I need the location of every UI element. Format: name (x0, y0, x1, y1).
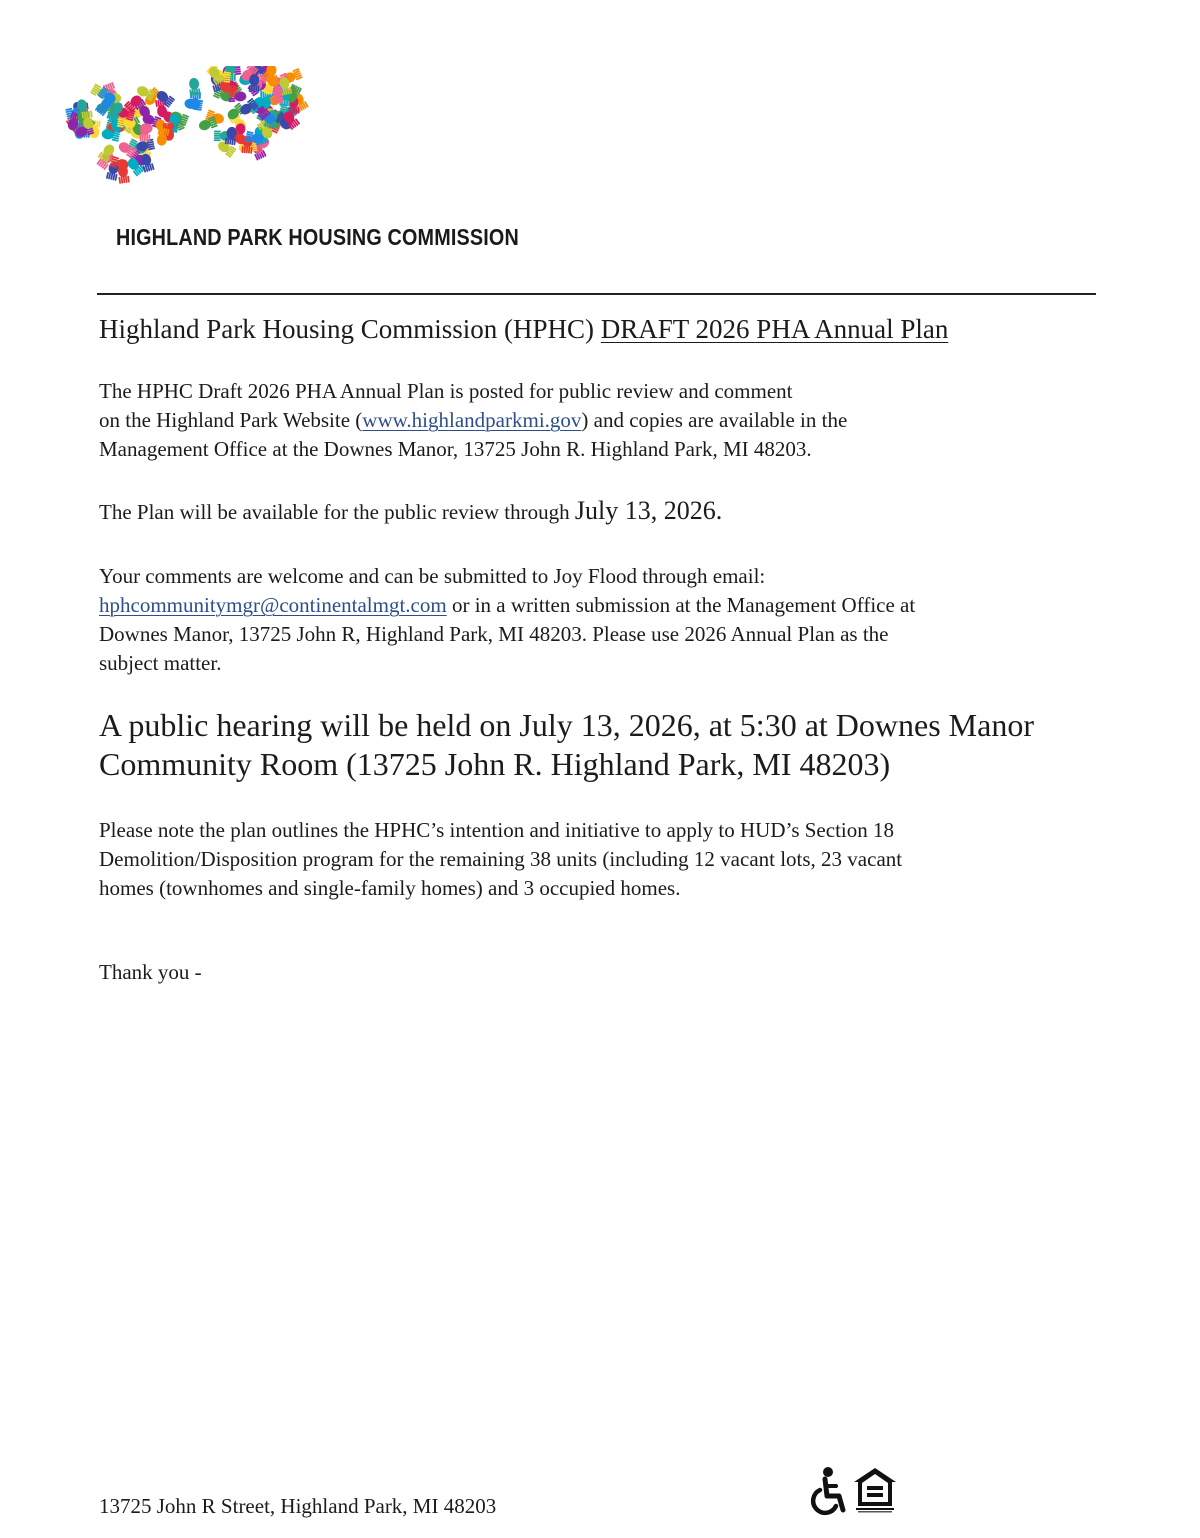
org-name-heading: HIGHLAND PARK HOUSING COMMISSION (116, 224, 519, 250)
equal-housing-opportunity-icon (852, 1466, 898, 1514)
demolition-line-2: Demolition/Disposition program for the remaining 38 units (including 12 vacant lots, 23 vacant (99, 847, 903, 871)
closing-text: Thank you - (99, 960, 202, 984)
footer-address: 13725 John R Street, Highland Park, MI 48203 (99, 1494, 497, 1518)
review-line-2-post: ) and copies are available in the (581, 408, 848, 432)
comments-line-1: Your comments are welcome and can be submitted to Joy Flood through email: (99, 564, 766, 588)
title-underlined: DRAFT 2026 PHA Annual Plan (600, 314, 949, 344)
handprints-logo (62, 66, 312, 196)
comments-paragraph (99, 562, 915, 678)
email-link[interactable]: hphcommunitymgr@continentalmgt.com (99, 593, 447, 617)
hearing-line-1: A public hearing will be held on July 13, 2026, at 5:30 at Downes Manor (99, 707, 1034, 743)
availability-date: July 13, 2026. (574, 496, 723, 525)
public-hearing-notice (99, 706, 1034, 784)
website-link[interactable]: www.highlandparkmi.gov (362, 408, 582, 432)
page-title (99, 314, 948, 345)
review-line-1: The HPHC Draft 2026 PHA Annual Plan is posted for public review and comment (99, 379, 793, 403)
comments-line-2-post: or in a written submission at the Management Office at (446, 593, 916, 617)
accessibility-icon (808, 1466, 848, 1516)
availability-paragraph (99, 496, 722, 527)
comments-line-3: Downes Manor, 13725 John R, Highland Park, MI 48203. Please use 2026 Annual Plan as the (99, 622, 889, 646)
hearing-line-2: Community Room (13725 John R. Highland Park, MI 48203) (99, 746, 891, 782)
review-line-3: Management Office at the Downes Manor, 13725 John R. Highland Park, MI 48203. (99, 437, 812, 461)
demolition-line-1: Please note the plan outlines the HPHC’s intention and initiative to apply to HUD’s Section 18 (99, 818, 894, 842)
review-line-2-pre: on the Highland Park Website ( (99, 408, 363, 432)
review-paragraph (99, 377, 847, 464)
comments-line-2 (99, 591, 915, 620)
header-divider (97, 293, 1096, 295)
demolition-paragraph (99, 816, 902, 903)
demolition-line-3: homes (townhomes and single-family homes) and 3 occupied homes. (99, 876, 681, 900)
comments-line-4: subject matter. (99, 651, 222, 675)
availability-text: The Plan will be available for the public review through (99, 500, 575, 524)
review-line-2 (99, 406, 847, 435)
title-prefix: Highland Park Housing Commission (HPHC) (99, 314, 601, 344)
